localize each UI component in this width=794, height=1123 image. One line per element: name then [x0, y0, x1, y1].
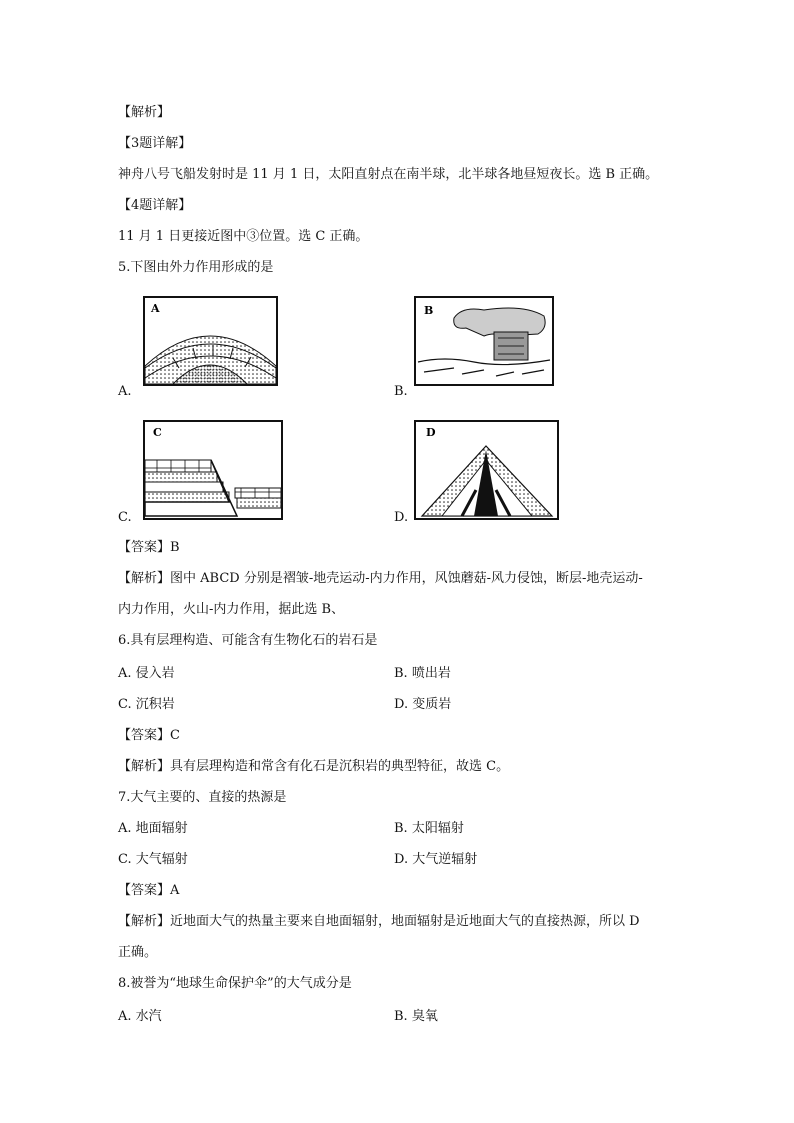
- q5-option-d-label: D.: [394, 510, 409, 525]
- q7-option-a: A. 地面辐射: [118, 821, 188, 836]
- q6-option-b: B. 喷出岩: [394, 666, 451, 681]
- q7-option-d: D. 大气逆辐射: [394, 852, 478, 867]
- q5-figure-c-letter: C: [153, 426, 162, 439]
- q5-figure-a-fold: [143, 296, 278, 386]
- q7-analysis-line1: 【解析】近地面大气的热量主要来自地面辐射，地面辐射是近地面大气的直接热源，所以 D: [118, 914, 640, 929]
- q3-detail-header: 【3题详解】: [118, 136, 192, 151]
- q5-answer: 【答案】B: [118, 540, 180, 555]
- q5-figure-a-letter: A: [151, 302, 160, 315]
- q6-stem: 6.具有层理构造、可能含有生物化石的岩石是: [118, 633, 378, 648]
- q5-option-a-label: A.: [118, 384, 132, 399]
- q8-option-b: B. 臭氧: [394, 1009, 438, 1024]
- q7-stem: 7.大气主要的、直接的热源是: [118, 790, 287, 805]
- q5-stem: 5.下图由外力作用形成的是: [118, 260, 274, 275]
- q4-detail-header: 【4题详解】: [118, 198, 192, 213]
- q5-figure-c-fault: [143, 420, 283, 520]
- q4-detail-text: 11 月 1 日更接近图中③位置。选 C 正确。: [118, 229, 369, 244]
- q6-option-d: D. 变质岩: [394, 697, 452, 712]
- q6-analysis: 【解析】具有层理构造和常含有化石是沉积岩的典型特征，故选 C。: [118, 759, 510, 774]
- q7-option-c: C. 大气辐射: [118, 852, 188, 867]
- q5-figure-b-mushroom-rock: [414, 296, 554, 386]
- q5-figure-b-letter: B: [424, 304, 434, 317]
- q7-option-b: B. 太阳辐射: [394, 821, 464, 836]
- q5-option-c-label: C.: [118, 510, 132, 525]
- q5-figure-d-volcano: [414, 420, 559, 520]
- q8-option-a: A. 水汽: [118, 1009, 162, 1024]
- q8-stem: 8.被誉为“地球生命保护伞”的大气成分是: [118, 976, 352, 991]
- q3-detail-text: 神舟八号飞船发射时是 11 月 1 日，太阳直射点在南半球，北半球各地昼短夜长。选 B 正确。: [118, 167, 659, 182]
- q7-analysis-line2: 正确。: [118, 945, 158, 960]
- q6-option-c: C. 沉积岩: [118, 697, 175, 712]
- analysis-tag: 【解析】: [118, 105, 171, 120]
- q5-figure-d-letter: D: [426, 426, 436, 439]
- q5-analysis-line2: 内力作用，火山-内力作用，据此选 B、: [118, 602, 345, 617]
- q7-answer: 【答案】A: [118, 883, 180, 898]
- q6-option-a: A. 侵入岩: [118, 666, 175, 681]
- q6-answer: 【答案】C: [118, 728, 180, 743]
- q5-analysis-line1: 【解析】图中 ABCD 分别是褶皱-地壳运动-内力作用，风蚀蘑菇-风力侵蚀，断层-地壳运动-: [118, 571, 643, 586]
- q5-option-b-label: B.: [394, 384, 408, 399]
